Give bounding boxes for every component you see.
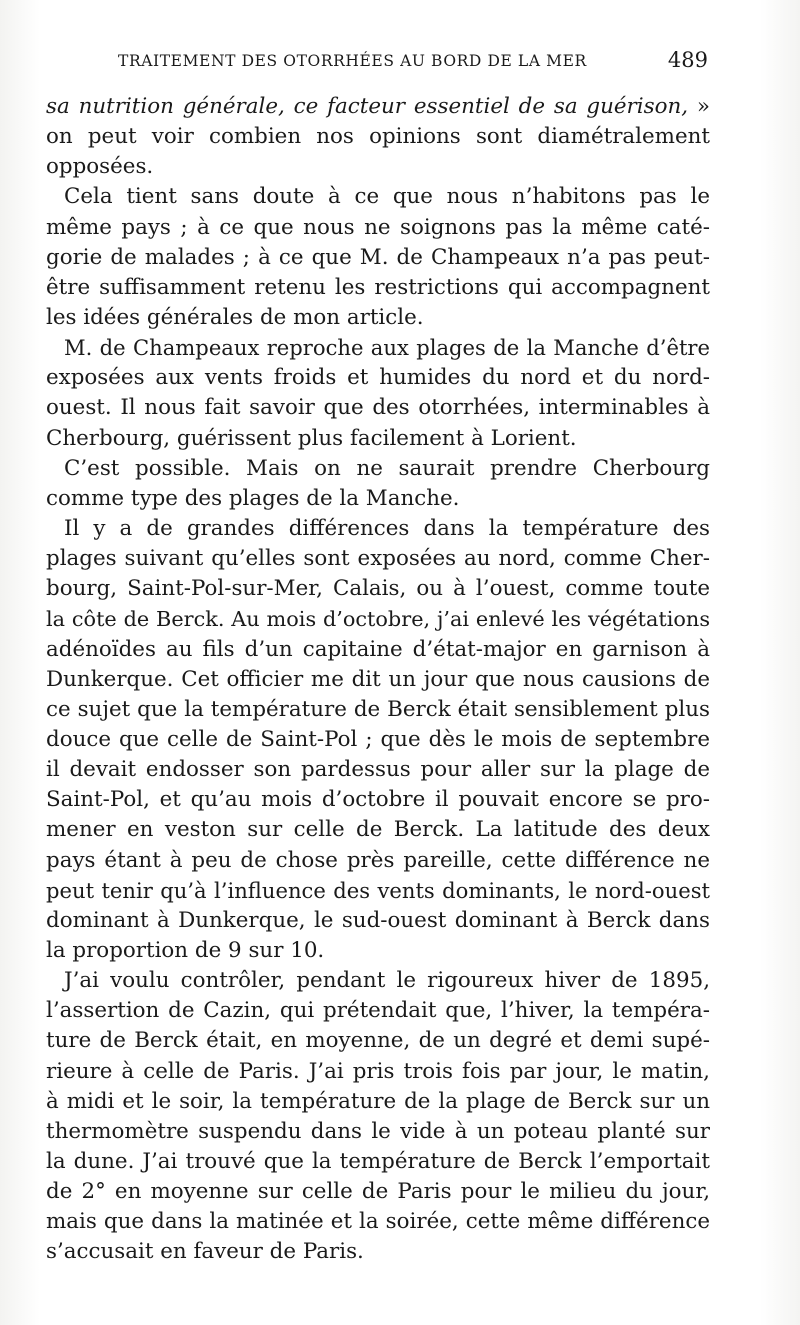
text-line: mais que dans la matinée et la soirée, cette même différence	[46, 1209, 710, 1235]
text-line: gorie de malades ; à ce que M. de Champeaux n’a pas peut-	[46, 244, 710, 270]
text-line: adénoïdes au fils d’un capitaine d’état-major en garnison à	[46, 636, 710, 662]
text-line: s’accusait en faveur de Paris.	[46, 1239, 364, 1265]
text-line: Dunkerque. Cet officier me dit un jour que nous causions de	[46, 666, 710, 692]
text-line: peut tenir qu’à l’influence des vents dominants, le nord-ouest	[46, 877, 710, 903]
text-line: même pays ; à ce que nous ne soignons pas la même caté-	[46, 214, 710, 240]
text-line: on peut voir combien nos opinions sont diamétralement	[46, 124, 710, 150]
text-line: pays étant à peu de chose près pareille, cette différence ne	[46, 847, 710, 873]
text-line: ture de Berck était, en moyenne, de un degré et demi supé-	[46, 1028, 710, 1054]
text-line: les idées générales de mon article.	[46, 304, 424, 330]
page-number: 489	[667, 48, 708, 72]
text-line: rieure à celle de Paris. J’ai pris trois fois par jour, le matin,	[46, 1058, 710, 1084]
text-line: comme type des plages de la Manche.	[46, 485, 460, 511]
text-line: J’ai voulu contrôler, pendant le rigoureux hiver de 1895,	[64, 968, 710, 994]
text-line	[46, 92, 710, 122]
text-line: l’assertion de Cazin, qui prétendait que, l’hiver, la tempéra-	[46, 998, 710, 1024]
text-line: la dune. J’ai trouvé que la température de Berck l’emportait	[46, 1148, 710, 1174]
text-line: de 2° en moyenne sur celle de Paris pour le milieu du jour,	[46, 1179, 710, 1205]
text-line: plages suivant qu’elles sont exposées au nord, comme Cher-	[46, 546, 710, 572]
page-header	[118, 48, 708, 78]
text-line: Cela tient sans doute à ce que nous n’habitons pas le	[64, 184, 710, 210]
text-line: dominant à Dunkerque, le sud-ouest dominant à Berck dans	[46, 907, 710, 933]
text-line: ouest. Il nous fait savoir que des otorrhées, interminables à	[46, 395, 710, 421]
italic-run: sa nutrition générale, ce facteur essentiel de sa guérison,	[46, 94, 689, 119]
text-line: M. de Champeaux reproche aux plages de la Manche d’être	[64, 335, 710, 361]
text-line: douce que celle de Saint-Pol ; que dès le mois de septembre	[46, 726, 710, 752]
text-line: la côte de Berck. Au mois d’octobre, j’ai enlevé les végétations	[46, 607, 710, 632]
text-line: être suffisamment retenu les restrictions qui accompagnent	[46, 274, 710, 300]
body-text	[46, 92, 710, 1267]
text-line: Il y a de grandes différences dans la température des	[64, 515, 710, 541]
text-line: C’est possible. Mais on ne saurait prendre Cherbourg	[64, 455, 710, 481]
text-line: exposées aux vents froids et humides du nord et du nord-	[46, 365, 710, 391]
running-head: TRAITEMENT DES OTORRHÉES AU BORD DE LA MER	[118, 52, 587, 70]
text-line: bourg, Saint-Pol-sur-Mer, Calais, ou à l’ouest, comme toute	[46, 576, 710, 602]
text-line: ce sujet que la température de Berck était sensiblement plus	[46, 696, 710, 722]
text-line: la proportion de 9 sur 10.	[46, 937, 325, 963]
text-line: opposées.	[46, 154, 154, 180]
text-line: thermomètre suspendu dans le vide à un poteau planté sur	[46, 1118, 710, 1144]
closing-quote: »	[688, 94, 710, 119]
text-line: Cherbourg, guérissent plus facilement à Lorient.	[46, 425, 577, 451]
text-line: mener en veston sur celle de Berck. La latitude des deux	[46, 817, 710, 843]
text-line: Saint-Pol, et qu’au mois d’octobre il pouvait encore se pro-	[46, 787, 710, 813]
text-line: il devait endosser son pardessus pour aller sur la plage de	[46, 757, 710, 783]
text-line: à midi et le soir, la température de la plage de Berck sur un	[46, 1088, 710, 1114]
